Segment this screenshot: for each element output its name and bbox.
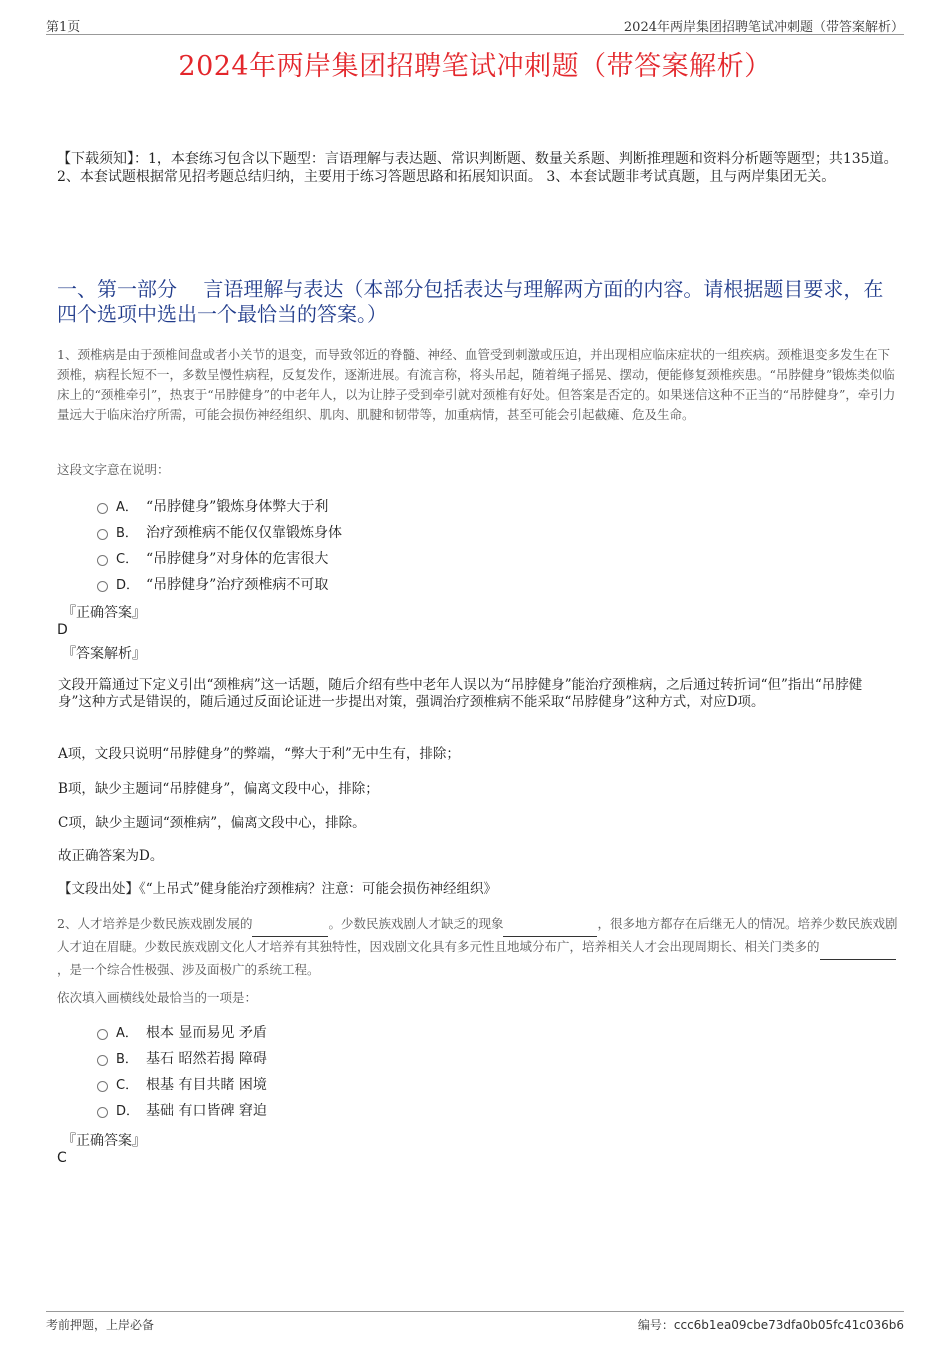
option-text: 基石 昭然若揭 障碍 [146,1051,267,1067]
page-header [46,14,904,35]
q1-options [97,494,342,598]
q2-stem [57,914,898,980]
option-letter: D． [116,578,140,593]
q1-answer: D [57,622,68,638]
q2-option-b[interactable] [97,1046,267,1072]
q1-source: 【文段出处】《“上吊式”健身能治疗颈椎病？注意：可能会损伤神经组织》 [58,881,498,897]
blank-line [503,916,597,937]
option-text: 基础 有口皆碑 窘迫 [146,1103,267,1119]
document-title: 2024年两岸集团招聘笔试冲刺题（带答案解析） [178,51,772,82]
q1-analysis-para: 文段开篇通过下定义引出“颈椎病”这一话题，随后介绍有些中老年人误以为“吊脖健身”能治疗颈椎病，之后通过转折词“但”指出“吊脖健身”这种方式是错误的，随后通过反面论证进一步提出对策，强调治疗颈椎病不能采取“吊脖健身”这种方式，对应D项。 [58,677,863,710]
section-heading: 一、第一部分 言语理解与表达（本部分包括表达与理解两方面的内容。请根据题目要求，在四个选项中选出一个最恰当的答案。） [57,277,884,326]
option-letter: A． [116,500,138,515]
option-letter: D． [116,1104,140,1119]
q2-option-d[interactable] [97,1098,267,1124]
footer-code-label: 编号： [637,1318,674,1332]
option-letter: B． [116,1052,138,1067]
q2-answer-label: 『正确答案』 [62,1133,146,1149]
q2-option-c[interactable] [97,1072,267,1098]
header-doc-title: 2024年两岸集团招聘笔试冲刺题（带答案解析） [623,20,904,35]
q1-option-a[interactable] [97,494,342,520]
option-text: “吊脖健身”对身体的危害很大 [146,551,329,567]
q1-prompt: 这段文字意在说明： [57,462,170,477]
page-number: 第1页 [46,20,81,35]
q1-option-c[interactable] [97,546,342,572]
option-letter: B． [116,526,138,541]
q1-option-d[interactable] [97,572,342,598]
q2-option-a[interactable] [97,1020,267,1046]
option-text: “吊脖健身”锻炼身体弊大于利 [146,499,329,515]
download-notice: 【下载须知】：1，本套练习包含以下题型：言语理解与表达题、常识判断题、数量关系题、判断推理题和资料分析题等题型；共135道。 2、本套试题根据常见招考题总结归纳，主要用于练习答题思路和拓展知识面。 3、本套试题非考试真题，且与两岸集团无关。 [57,151,898,185]
footer-code [638,1316,904,1333]
radio-icon[interactable] [97,1107,108,1118]
footer-slogan: 考前押题，上岸必备 [46,1318,155,1332]
radio-icon[interactable] [97,529,108,540]
q2-prompt: 依次填入画横线处最恰当的一项是： [57,990,258,1005]
q1-analysis-conclusion: 故正确答案为D。 [58,848,164,864]
footer-code-value: ccc6b1ea09cbe73dfa0b05fc41c036b6 [673,1318,904,1332]
blank-line [252,916,328,937]
q2-stem-part: 2、人才培养是少数民族戏剧发展的 [57,916,253,931]
q1-analysis-c: C项，缺少主题词“颈椎病”，偏离文段中心，排除。 [58,815,366,831]
page-footer [46,1311,904,1336]
q1-analysis-a: A项，文段只说明“吊脖健身”的弊端，“弊大于利”无中生有，排除； [58,746,460,762]
q1-stem: 1、颈椎病是由于颈椎间盘或者小关节的退变，而导致邻近的脊髓、神经、血管受到刺激或压迫，并出现相应临床症状的一组疾病。颈椎退变多发生在下颈椎，病程长短不一，多数呈慢性病程，反复发作，逐渐进展。有流言称，将头吊起，随着绳子摇晃、摆动，便能修复颈椎疾患。“吊脖健身”锻炼类似临床上的“颈椎牵引”，热衷于“吊脖健身”的中老年人，以为让脖子受到牵引就对颈椎有好处。但答案是否定的。如果迷信这种不正当的“吊脖健身”，牵引力量远大于临床治疗所需，可能会损伤神经组织、肌肉、肌腱和韧带等，加重病情，甚至可能会引起截瘫、危及生命。 [57,347,896,422]
q2-stem-part: ，很多地方都存在后继无人的情况。培养少数民族戏剧人才迫在眉睫。少数民族戏剧文化人才培养有其独特性，因戏剧文化具有多元性且地域分布广，培养相关人才会出现周期长、相关门类多的 [57,916,898,954]
option-text: “吊脖健身”治疗颈椎病不可取 [146,577,329,593]
radio-icon[interactable] [97,1029,108,1040]
radio-icon[interactable] [97,1081,108,1092]
option-text: 治疗颈椎病不能仅仅靠锻炼身体 [146,525,342,541]
q2-stem-part: 。少数民族戏剧人才缺乏的现象 [328,916,504,931]
q1-answer-label: 『正确答案』 [62,605,146,621]
radio-icon[interactable] [97,503,108,514]
q2-answer: C [57,1150,67,1166]
blank-line [820,939,896,960]
radio-icon[interactable] [97,1055,108,1066]
option-text: 根本 显而易见 矛盾 [146,1025,267,1041]
option-letter: C． [116,1078,139,1093]
q2-options [97,1020,267,1124]
option-text: 根基 有目共睹 困境 [146,1077,267,1093]
q1-analysis-label: 『答案解析』 [62,646,146,662]
radio-icon[interactable] [97,555,108,566]
radio-icon[interactable] [97,581,108,592]
option-letter: A． [116,1026,138,1041]
option-letter: C． [116,552,139,567]
q1-option-b[interactable] [97,520,342,546]
q1-analysis-b: B项，缺少主题词“吊脖健身”，偏离文段中心，排除； [58,781,379,797]
q2-stem-part: ，是一个综合性极强、涉及面极广的系统工程。 [57,962,320,977]
